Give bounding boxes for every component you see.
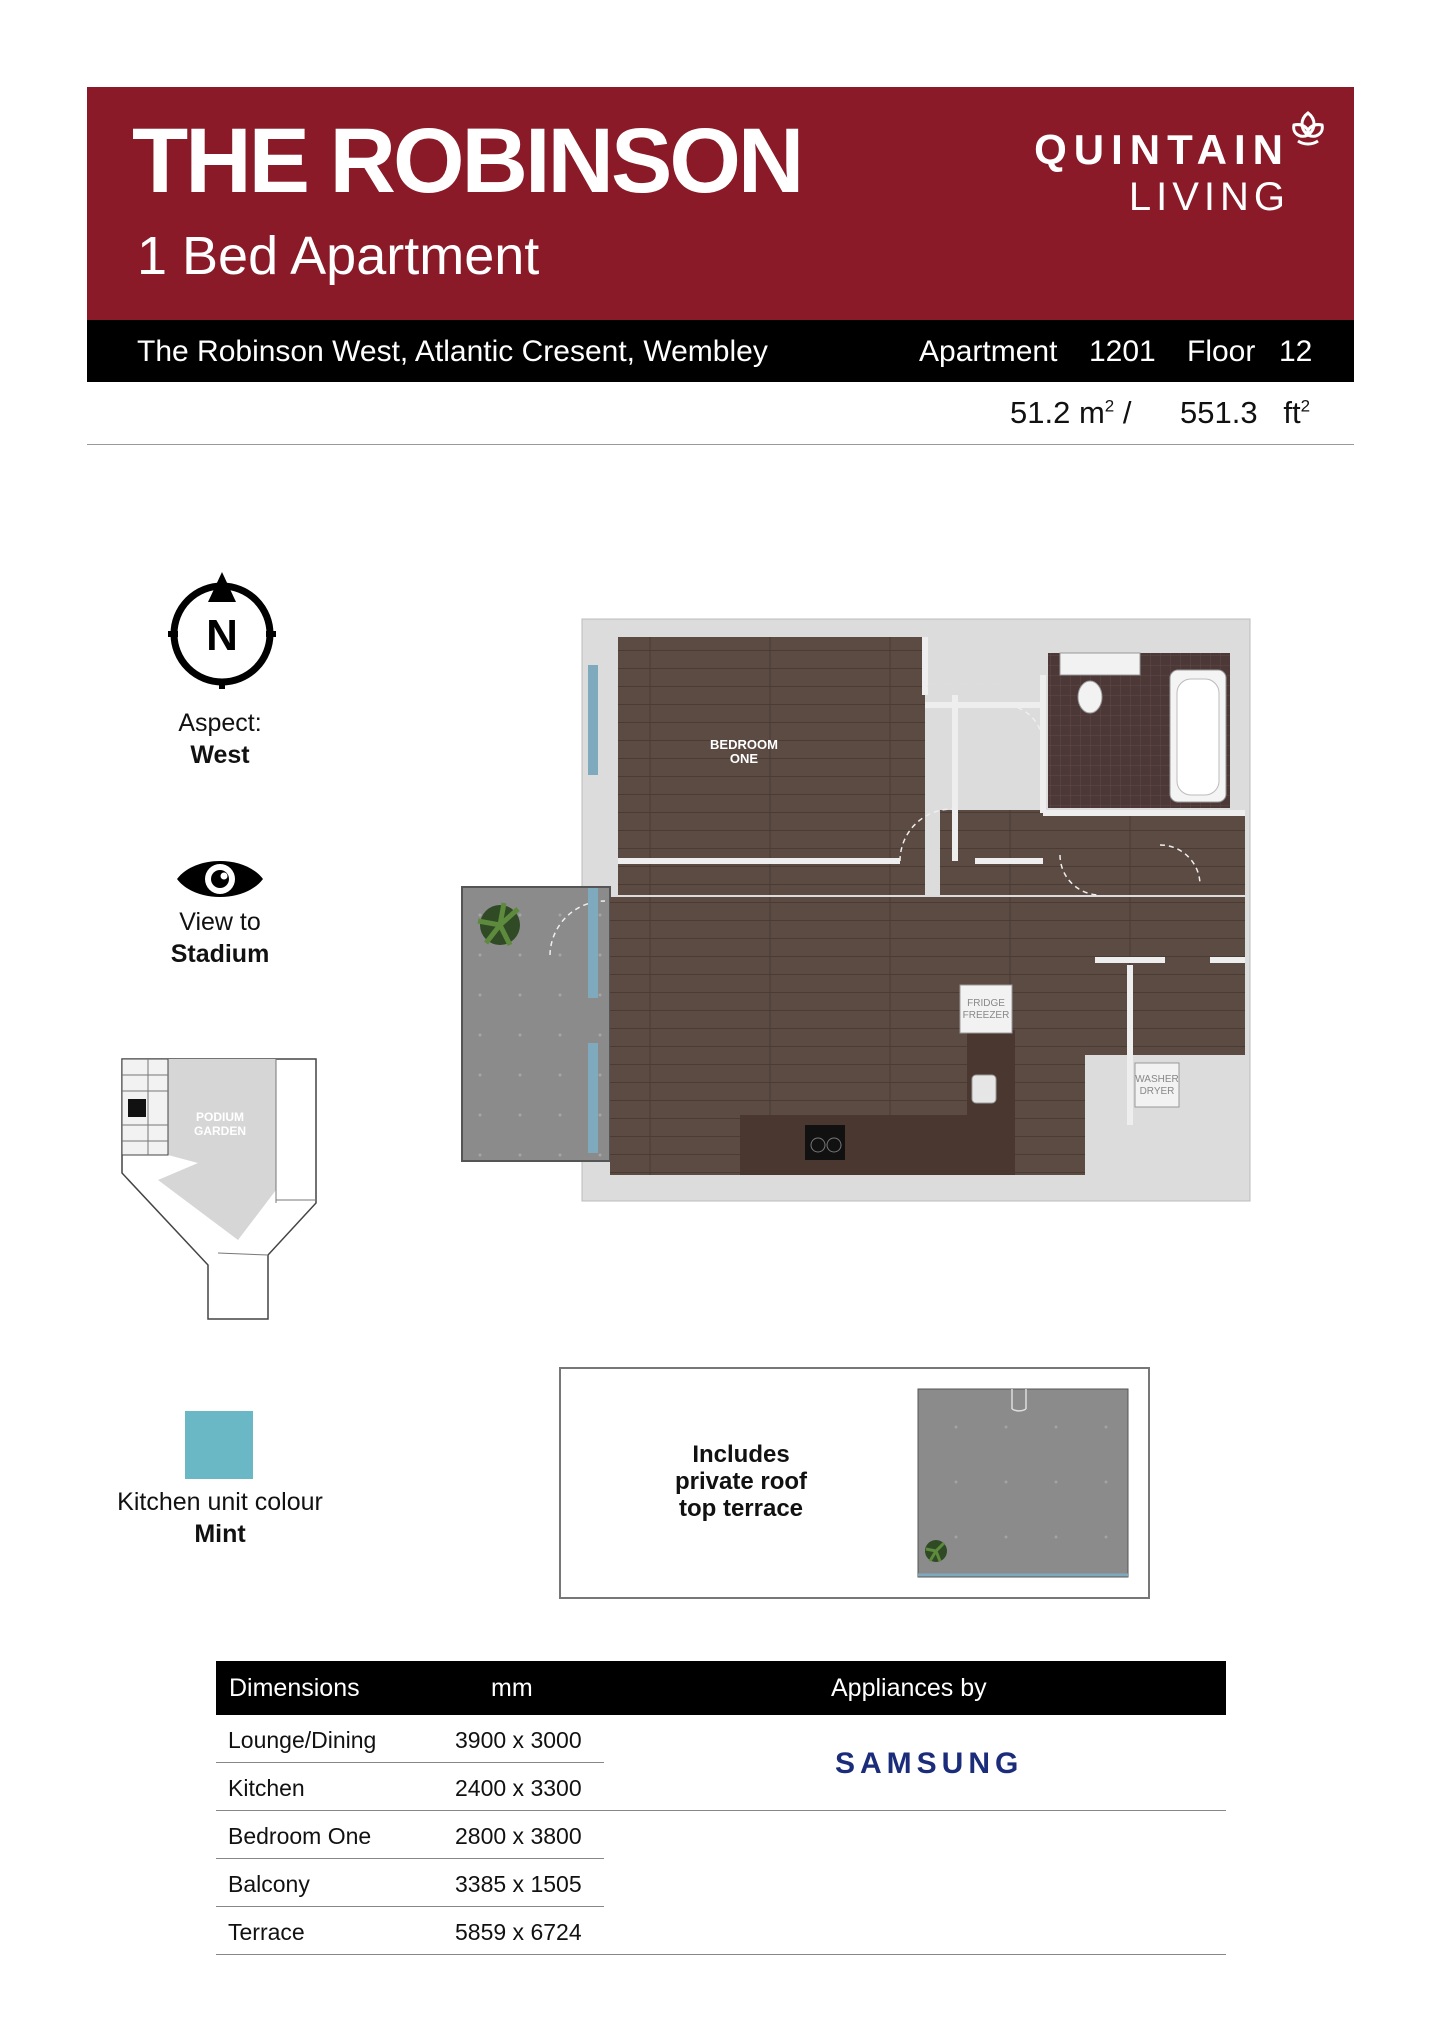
- view-label: View to: [179, 908, 261, 936]
- kitchen-worktop: [740, 1115, 985, 1175]
- apartment-number: 1201: [1089, 335, 1156, 368]
- room-size: 3900 x 3000: [455, 1727, 582, 1753]
- washer-label-2: DRYER: [1139, 1086, 1175, 1097]
- dimensions-header: [216, 1661, 1226, 1715]
- kitchen-colour-swatch: [185, 1411, 253, 1479]
- room-size: 5859 x 6724: [455, 1919, 582, 1945]
- area-sqft-unit: ft: [1283, 395, 1301, 430]
- apartment-label: Apartment: [919, 335, 1058, 368]
- brand-logo: [1034, 126, 1290, 219]
- table-row: [216, 1763, 604, 1811]
- appliances-header: Appliances by: [831, 1674, 987, 1702]
- view-value: Stadium: [170, 940, 270, 968]
- room-name: Kitchen: [228, 1775, 305, 1801]
- floor-number: 12: [1279, 335, 1313, 368]
- samsung-logo: SAMSUNG: [835, 1747, 1024, 1780]
- compass-icon: [166, 568, 278, 690]
- room-name: Lounge/Dining: [228, 1727, 377, 1753]
- site-plan-label-2: GARDEN: [193, 1124, 247, 1138]
- floor-plan: [460, 615, 1255, 1205]
- brand-name-top: QUINTAIN: [1034, 126, 1290, 173]
- terrace-note: [621, 1441, 861, 1522]
- kitchen-colour-label: Kitchen unit colour: [117, 1488, 323, 1516]
- site-plan-label-1: PODIUM: [196, 1110, 244, 1124]
- washer-dryer: [1135, 1063, 1179, 1107]
- aspect-info: [70, 707, 370, 771]
- area-sqft: 551.3 $ft^2$: [1180, 395, 1311, 430]
- fridge-freezer: [960, 985, 1012, 1033]
- address: The Robinson West, Atlantic Cresent, Wembley: [137, 335, 768, 368]
- brand-name-bottom: LIVING: [1128, 175, 1290, 219]
- terrace-note-1: Includes: [692, 1441, 790, 1468]
- table-row: [216, 1859, 604, 1907]
- area-separator: /: [1122, 395, 1132, 430]
- fridge-label-1: FRIDGE: [967, 998, 1005, 1009]
- bedroom-label-1: BEDROOM: [710, 737, 778, 752]
- room-size: 2400 x 3300: [455, 1775, 582, 1801]
- room-name: Bedroom One: [228, 1823, 372, 1849]
- site-plan: [118, 1055, 323, 1325]
- aspect-label: Aspect:: [178, 709, 262, 737]
- room-name: Terrace: [228, 1919, 305, 1945]
- terrace-note-3: top terrace: [678, 1495, 804, 1522]
- table-row: [216, 1715, 604, 1763]
- aspect-value: West: [190, 741, 250, 769]
- fridge-label-2: FREEZER: [962, 1010, 1010, 1021]
- area-sqm: 51.2 $m^2$ /: [1010, 395, 1132, 430]
- kitchen-colour-info: [70, 1486, 370, 1550]
- header-divider: [87, 444, 1354, 445]
- bedroom-label-2: ONE: [729, 751, 759, 766]
- kitchen-colour-value: Mint: [194, 1520, 246, 1548]
- room-name: Balcony: [228, 1871, 310, 1897]
- room-size: 3385 x 1505: [455, 1871, 582, 1897]
- area-sqft-value: 551.3: [1180, 395, 1258, 430]
- view-info: [70, 906, 370, 970]
- table-row: [216, 1811, 604, 1859]
- area-sqm-unit: m: [1078, 395, 1105, 430]
- bedroom-one: [618, 637, 925, 895]
- roof-terrace-plan: [916, 1387, 1130, 1579]
- address-bar: [87, 320, 1354, 382]
- eye-icon: [175, 855, 265, 903]
- floor-label: Floor: [1187, 335, 1256, 368]
- dimensions-header-label: Dimensions: [229, 1674, 360, 1702]
- appliances-divider: [604, 1810, 1226, 1811]
- header-banner: [87, 87, 1354, 320]
- room-size: 2800 x 3800: [455, 1823, 582, 1849]
- apartment-type: 1 Bed Apartment: [137, 226, 540, 286]
- washer-label-1: WASHER: [1135, 1074, 1179, 1085]
- terrace-note-2: private roof: [674, 1468, 808, 1495]
- dimensions-header-unit: mm: [491, 1674, 533, 1702]
- table-bottom-rule: [216, 1954, 1226, 1955]
- development-title: THE ROBINSON: [132, 110, 802, 212]
- terrace-panel: [559, 1367, 1150, 1599]
- table-row: [216, 1907, 604, 1954]
- trefoil-logo-icon: [1286, 107, 1330, 151]
- area-sqm-value: 51.2: [1010, 395, 1071, 430]
- compass-letter: N: [206, 611, 238, 660]
